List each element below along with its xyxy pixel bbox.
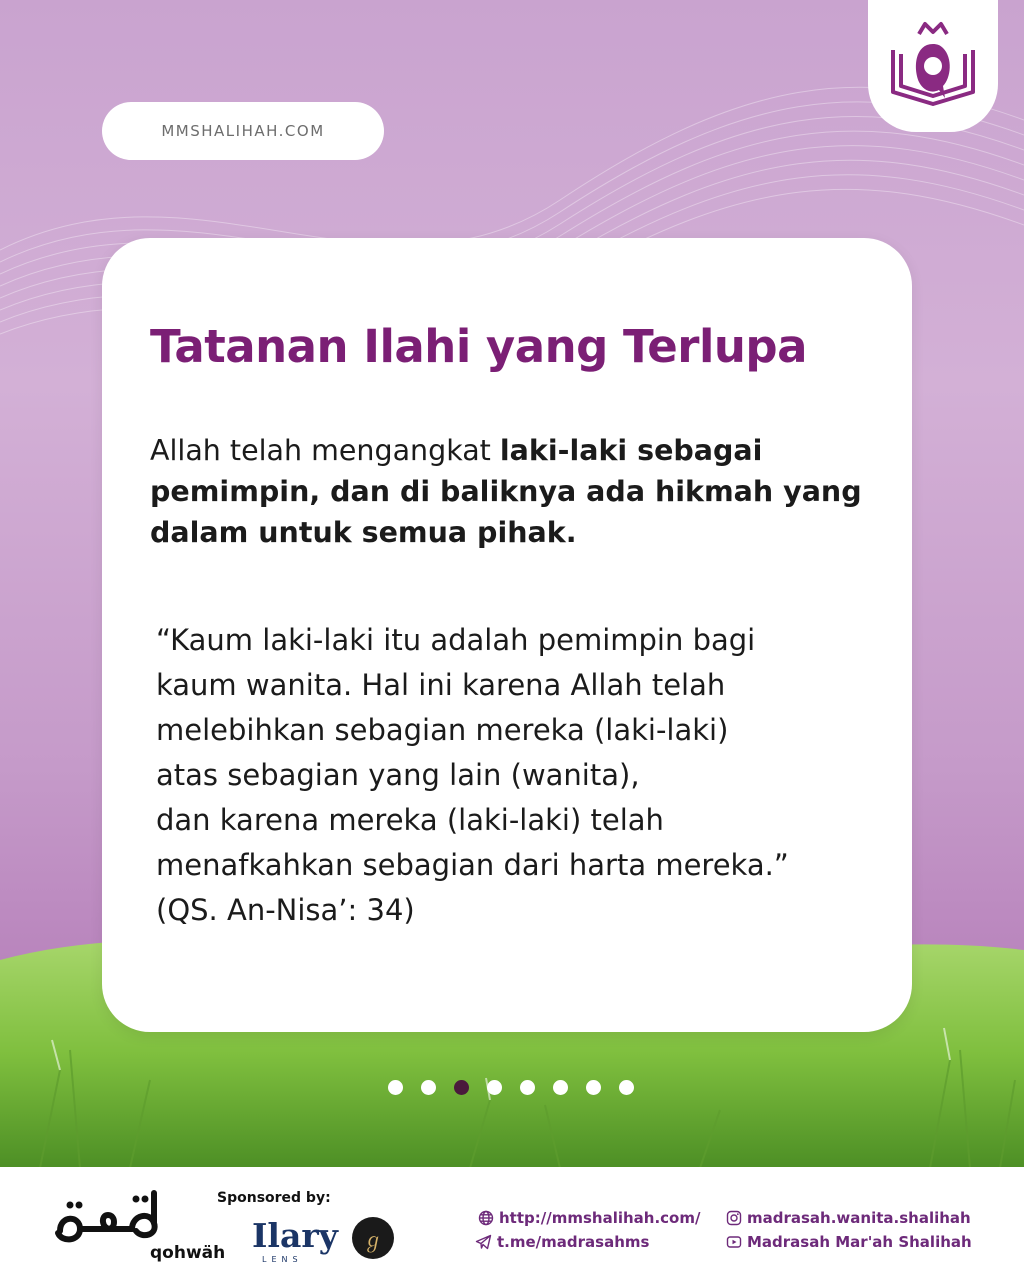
intro-paragraph (150, 430, 870, 553)
pagination-dot-active[interactable] (454, 1080, 469, 1095)
site-pill (102, 102, 384, 160)
pagination-dots[interactable] (388, 1080, 634, 1095)
logo-badge (868, 0, 998, 132)
instagram-link[interactable] (726, 1209, 971, 1227)
youtube-text: Madrasah Mar'ah Shalihah (747, 1233, 972, 1251)
youtube-link[interactable] (726, 1233, 972, 1251)
pagination-dot[interactable] (487, 1080, 502, 1095)
instagram-icon (726, 1210, 742, 1226)
pagination-dot[interactable] (553, 1080, 568, 1095)
post-title: Tatanan Ilahi yang Terlupa (150, 320, 807, 373)
telegram-icon (475, 1234, 492, 1250)
quote-line: “Kaum laki-laki itu adalah pemimpin bagi (156, 623, 756, 657)
content-card (102, 238, 912, 1032)
website-link[interactable] (478, 1209, 700, 1227)
globe-icon (478, 1210, 494, 1226)
youtube-icon (726, 1234, 742, 1250)
website-text: http://mmshalihah.com/ (499, 1209, 701, 1227)
ilary-logo-subtext: LENS (262, 1255, 303, 1264)
pagination-dot[interactable] (520, 1080, 535, 1095)
qohwah-name: qohwäh (150, 1243, 226, 1263)
quote-line: melebihkan sebagian mereka (laki-laki) (156, 713, 729, 747)
pagination-dot[interactable] (586, 1080, 601, 1095)
telegram-link[interactable] (475, 1233, 649, 1251)
hellw-logo-icon: ℊ (352, 1217, 394, 1259)
pagination-dot[interactable] (388, 1080, 403, 1095)
footer (0, 1167, 1024, 1280)
quote-line: kaum wanita. Hal ini karena Allah telah (156, 668, 726, 702)
instagram-text: madrasah.wanita.shalihah (747, 1209, 971, 1227)
quran-quote (156, 618, 896, 933)
quote-line: atas sebagian yang lain (wanita), (156, 758, 640, 792)
madrasah-logo-icon (881, 16, 985, 112)
quote-line: dan karena mereka (laki-laki) telah (156, 803, 664, 837)
telegram-text: t.me/madrasahms (497, 1233, 650, 1251)
intro-bold-text: laki-laki sebagai pemimpin, dan di baliknya ada hikmah yang dalam untuk semua pihak. (150, 434, 862, 549)
quote-line: menafkahkan sebagian dari harta mereka.” (156, 848, 789, 882)
intro-regular-text: Allah telah mengangkat (150, 434, 500, 467)
ilary-logo-text: Ilary (252, 1216, 338, 1255)
quote-citation: (QS. An-Nisa’: 34) (156, 893, 415, 927)
sponsored-label: Sponsored by: (217, 1190, 331, 1206)
site-pill-text: MMSHALIHAH.COM (161, 122, 325, 140)
pagination-dot[interactable] (421, 1080, 436, 1095)
pagination-dot[interactable] (619, 1080, 634, 1095)
